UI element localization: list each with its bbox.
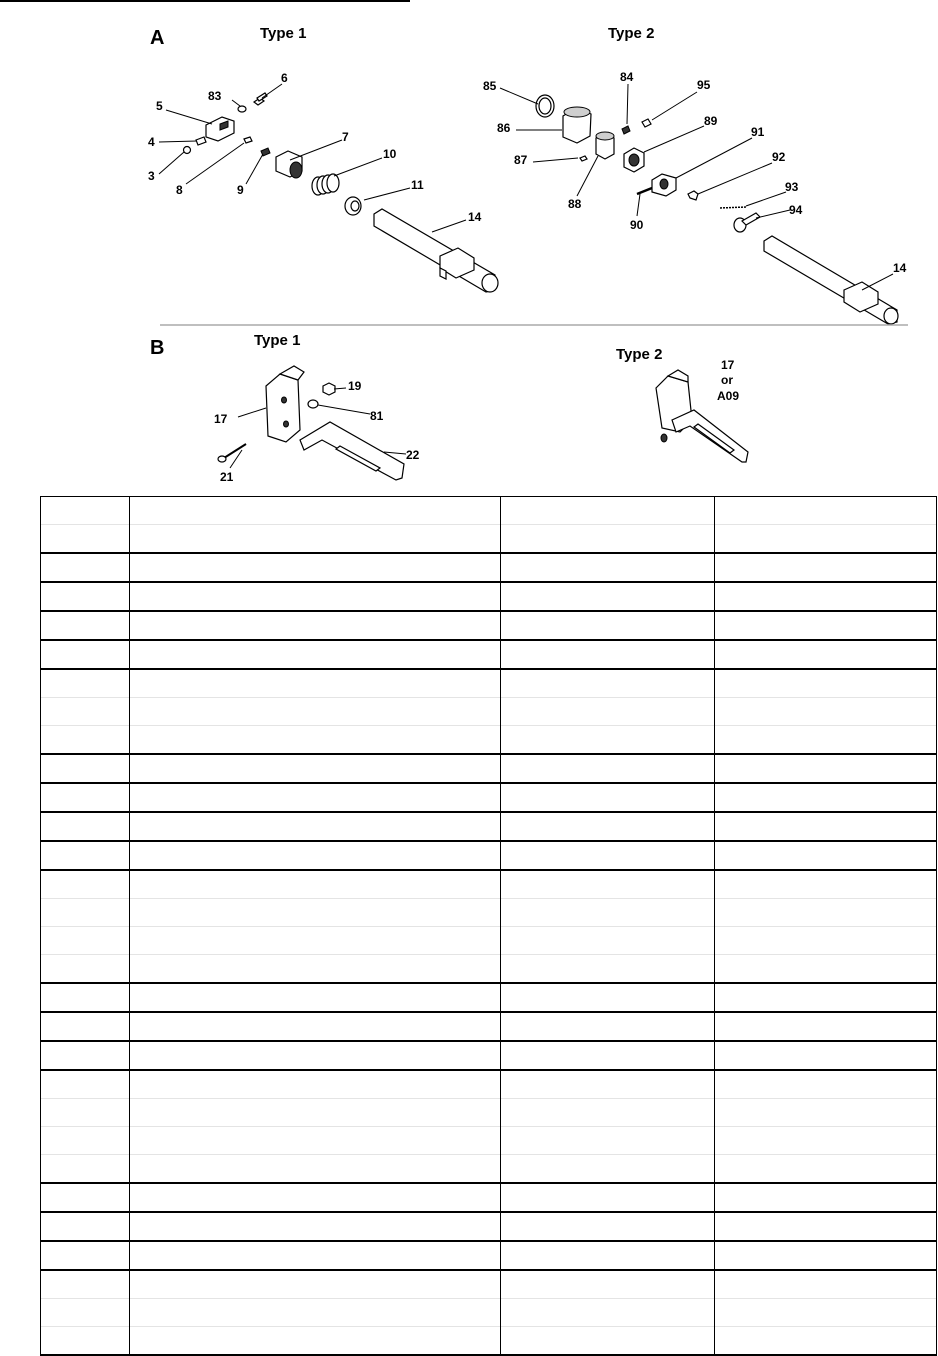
table-cell — [41, 1299, 130, 1327]
table-cell — [130, 669, 501, 698]
table-cell — [41, 812, 130, 841]
section-a-type1-title: Type 1 — [260, 25, 307, 42]
callout-6: 6 — [281, 71, 288, 85]
table-cell — [41, 927, 130, 955]
section-a-label: A — [150, 27, 165, 49]
table-cell — [41, 1070, 130, 1099]
table-cell — [130, 1155, 501, 1184]
table-cell — [501, 698, 715, 726]
callout-86: 86 — [497, 121, 511, 135]
table-cell — [41, 1012, 130, 1041]
table-cell — [41, 582, 130, 611]
table-cell — [41, 1041, 130, 1070]
table-row — [41, 1041, 937, 1070]
callout-4: 4 — [148, 135, 155, 149]
parts-table — [40, 496, 937, 1356]
table-cell — [130, 582, 501, 611]
table-cell — [715, 1070, 937, 1099]
table-cell — [501, 611, 715, 640]
callout-19: 19 — [348, 379, 362, 393]
table-cell — [501, 497, 715, 525]
table-cell — [41, 553, 130, 582]
table-cell — [130, 955, 501, 984]
table-cell — [501, 1041, 715, 1070]
table-row — [41, 1099, 937, 1127]
callout-17b: 17 — [721, 358, 735, 372]
table-cell — [41, 726, 130, 755]
callout-95: 95 — [697, 78, 711, 92]
table-cell — [501, 726, 715, 755]
table-row — [41, 955, 937, 984]
section-a-type2-title: Type 2 — [608, 25, 655, 42]
table-cell — [501, 899, 715, 927]
table-cell — [715, 983, 937, 1012]
table-cell — [41, 640, 130, 669]
b-type2-callout — [717, 358, 739, 403]
table-cell — [41, 611, 130, 640]
table-cell — [501, 1270, 715, 1299]
callout-92: 92 — [772, 150, 786, 164]
table-row — [41, 698, 937, 726]
callout-21: 21 — [220, 470, 234, 484]
table-cell — [501, 783, 715, 812]
table-cell — [41, 698, 130, 726]
table-cell — [41, 1270, 130, 1299]
table-cell — [715, 640, 937, 669]
table-row — [41, 754, 937, 783]
table-cell — [41, 1099, 130, 1127]
table-cell — [130, 1241, 501, 1270]
table-row — [41, 899, 937, 927]
table-cell — [130, 611, 501, 640]
callout-10: 10 — [383, 147, 397, 161]
table-cell — [41, 669, 130, 698]
table-cell — [130, 553, 501, 582]
section-b-type1-title: Type 1 — [254, 332, 301, 349]
table-cell — [130, 1183, 501, 1212]
table-cell — [501, 1183, 715, 1212]
callout-83: 83 — [208, 89, 222, 103]
table-cell — [501, 1212, 715, 1241]
table-cell — [41, 841, 130, 870]
callout-91: 91 — [751, 125, 765, 139]
table-cell — [715, 899, 937, 927]
callout-81: 81 — [370, 409, 384, 423]
table-cell — [41, 1241, 130, 1270]
table-cell — [130, 754, 501, 783]
table-cell — [130, 1212, 501, 1241]
table-row — [41, 812, 937, 841]
table-cell — [715, 698, 937, 726]
callout-14: 14 — [468, 210, 482, 224]
table-row — [41, 1183, 937, 1212]
callout-22: 22 — [406, 448, 420, 462]
callout-17: 17 — [214, 412, 228, 426]
parts-table-body — [41, 497, 937, 1356]
table-cell — [501, 1070, 715, 1099]
table-row — [41, 870, 937, 899]
table-row — [41, 783, 937, 812]
table-row — [41, 497, 937, 525]
table-cell — [501, 525, 715, 554]
b-type1-parts — [218, 366, 404, 480]
a-type1-callouts — [148, 71, 482, 224]
table-row — [41, 983, 937, 1012]
table-row — [41, 611, 937, 640]
table-cell — [41, 1183, 130, 1212]
table-cell — [501, 1327, 715, 1356]
a-type2-leaders — [500, 84, 893, 290]
a-type2-parts — [536, 95, 898, 324]
table-cell — [130, 497, 501, 525]
table-cell — [41, 955, 130, 984]
table-cell — [501, 870, 715, 899]
table-cell — [715, 1270, 937, 1299]
table-cell — [41, 754, 130, 783]
table-cell — [130, 640, 501, 669]
table-cell — [501, 669, 715, 698]
table-cell — [501, 812, 715, 841]
table-cell — [41, 899, 130, 927]
exploded-parts-diagram — [0, 0, 938, 495]
table-row — [41, 1212, 937, 1241]
table-cell — [715, 582, 937, 611]
callout-or: or — [721, 373, 733, 387]
table-cell — [715, 553, 937, 582]
table-cell — [501, 582, 715, 611]
table-cell — [130, 783, 501, 812]
table-cell — [130, 870, 501, 899]
callout-9: 9 — [237, 183, 244, 197]
callout-5: 5 — [156, 99, 163, 113]
table-cell — [501, 955, 715, 984]
callout-87: 87 — [514, 153, 528, 167]
table-cell — [715, 726, 937, 755]
table-cell — [715, 1099, 937, 1127]
spring-10 — [312, 174, 339, 195]
table-cell — [715, 525, 937, 554]
callout-84: 84 — [620, 70, 634, 84]
table-cell — [715, 497, 937, 525]
table-cell — [715, 1327, 937, 1356]
table-row — [41, 553, 937, 582]
table-cell — [501, 1012, 715, 1041]
table-cell — [715, 1299, 937, 1327]
b-type2-part — [656, 370, 748, 462]
callout-7: 7 — [342, 130, 349, 144]
table-cell — [715, 1155, 937, 1184]
table-cell — [715, 955, 937, 984]
section-b-label: B — [150, 337, 165, 359]
table-cell — [715, 841, 937, 870]
table-cell — [41, 783, 130, 812]
callout-a09: A09 — [717, 389, 740, 403]
table-cell — [501, 1127, 715, 1155]
callout-85: 85 — [483, 79, 497, 93]
table-cell — [130, 841, 501, 870]
table-cell — [715, 1212, 937, 1241]
callout-93: 93 — [785, 180, 799, 194]
table-row — [41, 582, 937, 611]
table-row — [41, 927, 937, 955]
callout-11: 11 — [411, 178, 424, 192]
table-cell — [501, 754, 715, 783]
table-cell — [715, 1041, 937, 1070]
table-cell — [501, 640, 715, 669]
table-cell — [130, 812, 501, 841]
table-row — [41, 525, 937, 554]
table-row — [41, 1012, 937, 1041]
table-cell — [501, 841, 715, 870]
table-cell — [130, 525, 501, 554]
table-cell — [501, 1241, 715, 1270]
table-cell — [130, 1099, 501, 1127]
table-cell — [41, 1155, 130, 1184]
table-cell — [715, 1183, 937, 1212]
table-cell — [715, 870, 937, 899]
table-cell — [130, 1070, 501, 1099]
table-cell — [715, 927, 937, 955]
a-type1-parts — [184, 93, 499, 292]
table-cell — [41, 525, 130, 554]
a-type1-leaders — [159, 84, 466, 232]
table-cell — [130, 983, 501, 1012]
table-cell — [715, 611, 937, 640]
table-row — [41, 669, 937, 698]
table-cell — [41, 1127, 130, 1155]
table-cell — [41, 497, 130, 525]
table-cell — [130, 726, 501, 755]
table-cell — [501, 983, 715, 1012]
table-row — [41, 841, 937, 870]
table-cell — [715, 754, 937, 783]
table-cell — [130, 1127, 501, 1155]
callout-14b: 14 — [893, 261, 907, 275]
table-cell — [715, 1012, 937, 1041]
table-row — [41, 1327, 937, 1356]
table-row — [41, 1127, 937, 1155]
callout-90: 90 — [630, 218, 644, 232]
table-cell — [130, 698, 501, 726]
table-cell — [41, 870, 130, 899]
table-cell — [130, 927, 501, 955]
table-cell — [130, 1270, 501, 1299]
table-cell — [130, 899, 501, 927]
table-cell — [501, 1155, 715, 1184]
table-cell — [715, 669, 937, 698]
table-row — [41, 1070, 937, 1099]
section-b-type2-title: Type 2 — [616, 346, 663, 363]
table-cell — [715, 1127, 937, 1155]
table-cell — [715, 783, 937, 812]
table-cell — [130, 1012, 501, 1041]
table-row — [41, 1155, 937, 1184]
callout-3: 3 — [148, 169, 155, 183]
table-cell — [41, 1327, 130, 1356]
table-cell — [130, 1299, 501, 1327]
table-cell — [41, 1212, 130, 1241]
table-cell — [130, 1041, 501, 1070]
table-row — [41, 1241, 937, 1270]
table-cell — [41, 983, 130, 1012]
callout-8: 8 — [176, 183, 183, 197]
table-cell — [715, 1241, 937, 1270]
table-cell — [715, 812, 937, 841]
table-cell — [501, 927, 715, 955]
table-row — [41, 1299, 937, 1327]
table-cell — [501, 553, 715, 582]
table-row — [41, 1270, 937, 1299]
table-cell — [130, 1327, 501, 1356]
callout-94: 94 — [789, 203, 803, 217]
callout-89: 89 — [704, 114, 718, 128]
callout-88: 88 — [568, 197, 582, 211]
table-row — [41, 640, 937, 669]
table-cell — [501, 1299, 715, 1327]
table-cell — [501, 1099, 715, 1127]
table-row — [41, 726, 937, 755]
